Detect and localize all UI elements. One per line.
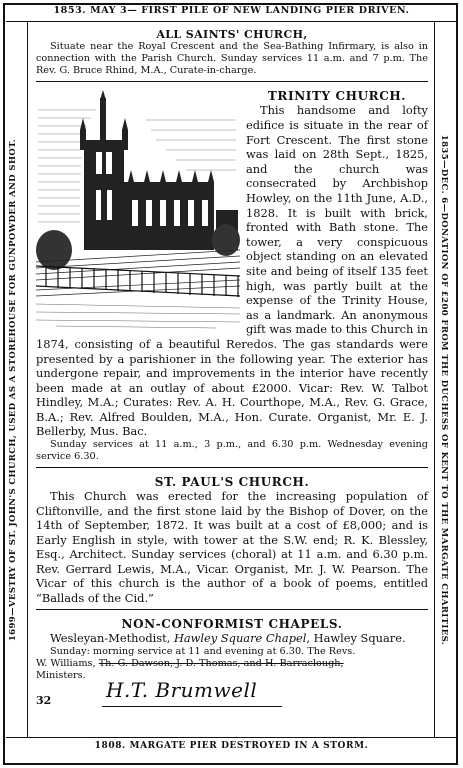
signature-row <box>36 677 428 710</box>
trinity-services: Sunday services at 11 a.m., 3 p.m., and 6.30 p.m. Wednesday evening service 6.30. <box>36 439 428 463</box>
ministers-struck: Th. G. Dawson, J. D. Thomas, and H. Barraclough, <box>98 657 344 669</box>
ministers-prefix: W. Williams, <box>36 657 96 669</box>
st-pauls-text: This Church was erected for the increasing population of Cliftonville, and the first stone laid by the Bishop of Dover, on the 14th of September, 1872. It was built at a cost of £8,000; and is Early English in style, with tower at the S.W. end; R. K. Blessley, Esq., Architect. Sunday services (choral) at 11 a.m. and 6.30 p.m. Rev. Gerrard Lewis, M.A., Vicar. Organist, Mr. J. W. Pearson. The Vicar of this church is the author of a book of poems, entitled “Ballads of the Cid.” <box>36 489 428 605</box>
left-margin-text: 1699—VESTRY OF ST. JOHN'S CHURCH, USED AS A STOREHOUSE FOR GUNPOWDER AND SHOT. <box>8 138 18 642</box>
wesleyan-suffix: , Hawley Square. <box>306 631 406 646</box>
section-divider <box>36 467 428 468</box>
st-pauls-title: ST. PAUL'S CHURCH. <box>154 475 310 490</box>
page-content <box>36 28 428 710</box>
wesleyan-line <box>36 631 428 646</box>
signature-underline <box>102 706 282 707</box>
top-rule <box>6 21 457 22</box>
handwritten-signature: H.T. Brumwell <box>106 677 258 702</box>
wesleyan-prefix: Wesleyan-Methodist, <box>50 631 174 646</box>
wesleyan-ministers-line <box>36 658 428 670</box>
page-number: 32 <box>36 693 52 707</box>
ministers-label: Ministers. <box>36 669 86 681</box>
trinity-section <box>36 90 428 463</box>
bottom-almanac-line: 1808. MARGATE PIER DESTROYED IN A STORM. <box>94 741 369 751</box>
right-margin-text: 1835—DEC. 6—DONATION OF £200 FROM THE DUCHESS OF KENT TO THE MARGATE CHARITIES. <box>439 134 449 646</box>
top-almanac-line: 1853. MAY 3— FIRST PILE OF NEW LANDING PIER DRIVEN. <box>53 5 410 16</box>
wesleyan-services: Sunday: morning service at 11 and evening at 6.30. The Revs. <box>50 645 356 657</box>
wesleyan-chapel-name: Hawley Square Chapel <box>173 631 307 646</box>
nonconformist-title: NON-CONFORMIST CHAPELS. <box>121 617 343 632</box>
section-divider <box>36 609 428 610</box>
all-saints-text: Situate near the Royal Crescent and the Sea-Bathing Infirmary, is also in connection with the Parish Church. Sunday services 11 a.m. and 7 p.m. The Rev. G. Bruce Rhind, M.A., Curate-in-charge. <box>36 41 428 77</box>
all-saints-title: ALL SAINTS' CHURCH, <box>156 28 308 41</box>
bottom-rule <box>6 737 457 738</box>
trinity-church-engraving <box>36 90 240 330</box>
trinity-title: TRINITY CHURCH. <box>267 89 407 104</box>
section-divider <box>36 81 428 82</box>
trinity-text: This handsome and lofty edifice is situate in the rear of Fort Crescent. The first stone was laid on 28th Sept., 1825, and the church was consecrated by Archbishop Howley, on the 11th June, A.D., 1828. It is built with brick, fronted with Bath stone. The tower, a very conspicuous object standing on an elevated site and being of itself 135 feet high, was partly built at the expense of the Trinity House, as a landmark. An anonymous gift was made to this Church in 1874, consisting of a beautiful Reredos. The gas standards were presented by a parishioner in the following year. The exterior has undergone repair, and improvements in the interior have recently been made at an outlay of about £2000. Vicar: Rev. W. Talbot Hindley, M.A.; Curates: Rev. A. H. Courthope, M.A., Rev. G. Grace, B.A.; Rev. Alfred Boulden, M.A., Hon. Curate. Organist, Mr. E. J. Bellerby, Mus. Bac. <box>36 103 428 439</box>
left-margin-rule <box>27 22 28 737</box>
right-margin-rule <box>434 22 435 737</box>
